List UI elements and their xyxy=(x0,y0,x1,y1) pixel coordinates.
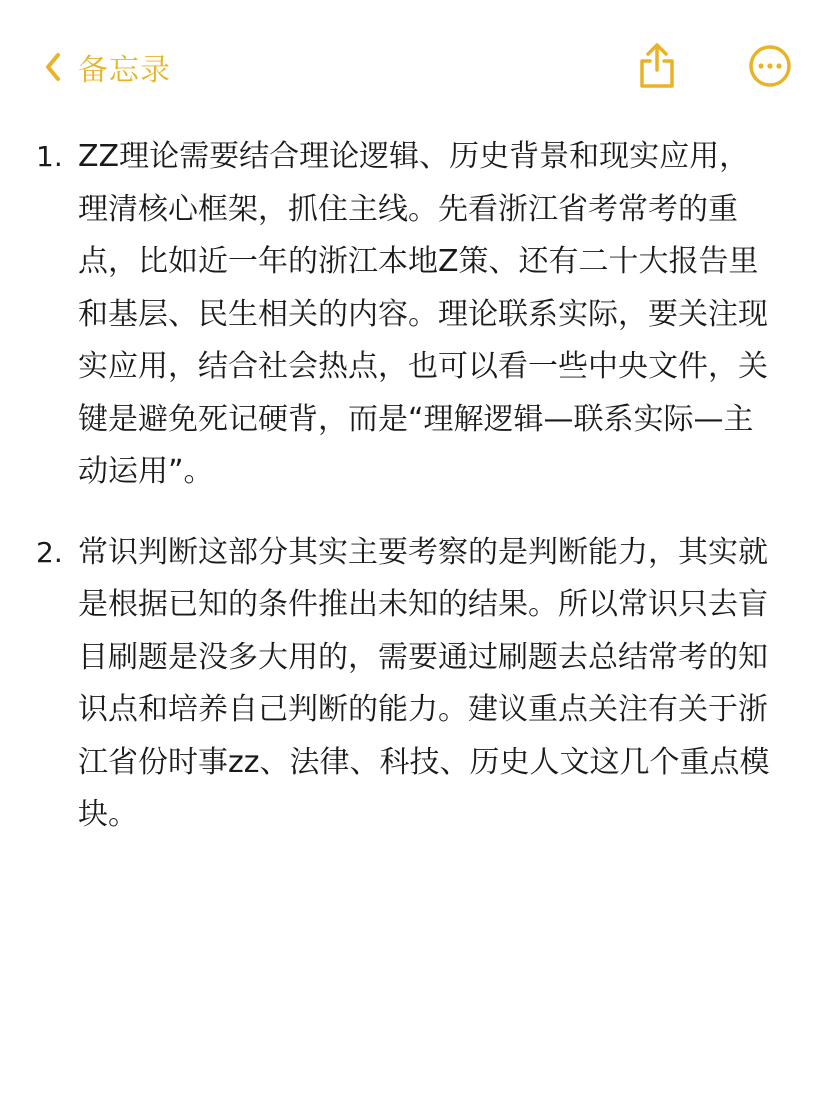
note-list-item xyxy=(36,131,776,499)
list-number: 2. xyxy=(36,535,63,569)
back-button[interactable] xyxy=(44,44,171,90)
share-icon xyxy=(636,75,678,94)
note-body[interactable] xyxy=(36,131,776,870)
more-button[interactable] xyxy=(748,44,792,88)
note-list-item xyxy=(36,527,776,842)
list-number: 1. xyxy=(36,140,63,173)
navigation-bar xyxy=(0,0,831,130)
share-button[interactable] xyxy=(636,42,678,90)
note-paragraph: 常识判断这部分其实主要考察的是判断能力，其实就是根据已知的条件推出未知的结果。所以常识只去盲目刷题是没多大用的，需要通过刷题去总结常考的知识点和培养自己判断的能力。建议重点关注有关于浙江省份时事zz、法律、科技、历史人文这几个重点模块。 xyxy=(78,534,770,832)
note-paragraph: ZZ理论需要结合理论逻辑、历史背景和现实应用，理清核心框架，抓住主线。先看浙江省考常考的重点，比如近一年的浙江本地Z策、还有二十大报告里和基层、民生相关的内容。理论联系实际，要关注现实应用，结合社会热点，也可以看一些中央文件，关键是避免死记硬背，而是“理解逻辑—联系实际—主动运用”。 xyxy=(78,139,768,489)
more-icon xyxy=(748,73,792,92)
chevron-left-icon xyxy=(44,52,62,82)
back-label: 备忘录 xyxy=(78,53,171,88)
